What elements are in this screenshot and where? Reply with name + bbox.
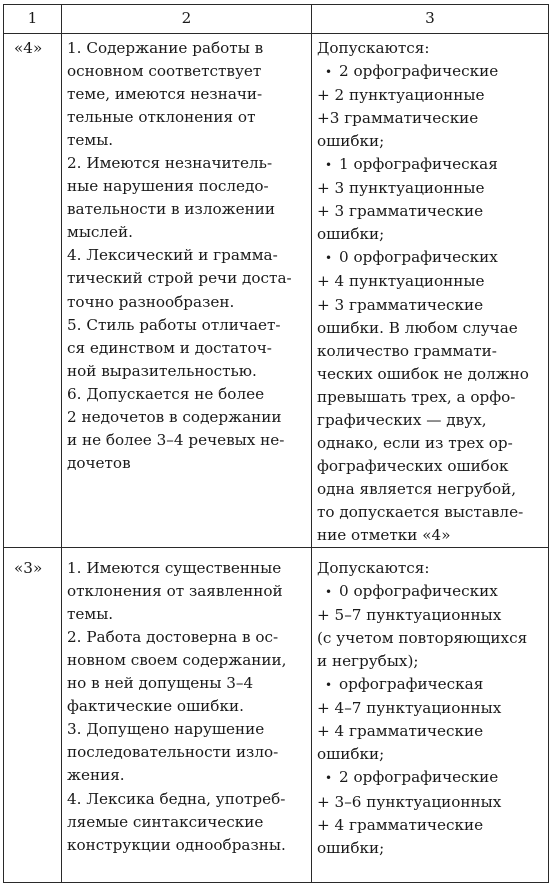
errors-line: то допускается выставле- bbox=[317, 502, 524, 521]
bullet-text: 1 орфографическая bbox=[339, 155, 498, 174]
criteria-line: отклонения от заявленной bbox=[67, 582, 283, 601]
errors-line: + 3 грамматические bbox=[317, 295, 484, 314]
criteria-line: конструкции однообразны. bbox=[67, 835, 286, 854]
bullet-item bbox=[317, 60, 544, 84]
bullet-text: 2 орфографические bbox=[339, 768, 499, 787]
criteria-line: ной выразительностью. bbox=[67, 361, 257, 380]
criteria-line: последовательности изло- bbox=[67, 743, 279, 762]
bullet-text: 0 орфографических bbox=[339, 248, 498, 267]
criteria-line: 1. Имеются существенные bbox=[67, 559, 282, 578]
criteria-line: жения. bbox=[67, 766, 125, 785]
criteria-line: теме, имеются незначи- bbox=[67, 85, 263, 104]
criteria-line: и не более 3–4 речевых не- bbox=[67, 430, 285, 449]
criteria-line: ся единством и достаточ- bbox=[67, 338, 272, 357]
criteria-line: 2. Работа достоверна в ос- bbox=[67, 628, 279, 647]
errors-line: и негрубых); bbox=[317, 652, 419, 671]
grade-cell: «4» bbox=[4, 34, 62, 548]
criteria-line: дочетов bbox=[67, 453, 131, 472]
errors-line: + 4 грамматические bbox=[317, 815, 484, 834]
criteria-cell bbox=[62, 34, 312, 548]
errors-line: ошибки; bbox=[317, 838, 385, 857]
grading-criteria-table bbox=[3, 4, 549, 883]
criteria-line: темы. bbox=[67, 131, 114, 150]
errors-line: Допускаются: bbox=[317, 559, 430, 578]
errors-line: + 3 грамматические bbox=[317, 202, 484, 221]
errors-line: однако, если из трех ор- bbox=[317, 433, 513, 452]
errors-line: (с учетом повторяющихся bbox=[317, 629, 528, 648]
errors-line: +3 грамматические bbox=[317, 109, 479, 128]
criteria-line: 5. Стиль работы отличает- bbox=[67, 315, 281, 334]
errors-line: ошибки. В любом случае bbox=[317, 318, 518, 337]
bullet-icon: • bbox=[325, 158, 333, 173]
errors-line: + 3 пунктуационные bbox=[317, 179, 485, 198]
bullet-icon: • bbox=[325, 65, 333, 80]
criteria-line: точно разнообразен. bbox=[67, 292, 235, 311]
criteria-line: тельные отклонения от bbox=[67, 108, 256, 127]
criteria-line: 2 недочетов в содержании bbox=[67, 407, 282, 426]
bullet-item bbox=[317, 673, 544, 697]
errors-line: ошибки; bbox=[317, 225, 385, 244]
criteria-line: темы. bbox=[67, 605, 114, 624]
errors-line: графических — двух, bbox=[317, 410, 487, 429]
criteria-cell bbox=[62, 548, 312, 883]
bullet-text: 0 орфографических bbox=[339, 582, 498, 601]
errors-line: + 5–7 пунктуационных bbox=[317, 606, 502, 625]
criteria-line: 4. Лексический и грамма- bbox=[67, 246, 278, 265]
table-row bbox=[4, 548, 549, 883]
criteria-line: основном соответствует bbox=[67, 62, 262, 81]
errors-line: ческих ошибок не должно bbox=[317, 364, 529, 383]
bullet-item bbox=[317, 153, 544, 177]
errors-line: фографических ошибок bbox=[317, 456, 509, 475]
errors-line: количество граммати- bbox=[317, 341, 497, 360]
criteria-line: мыслей. bbox=[67, 223, 133, 242]
criteria-line: но в ней допущены 3–4 bbox=[67, 674, 254, 693]
errors-line: Допускаются: bbox=[317, 39, 430, 57]
errors-line: превышать трех, а орфо- bbox=[317, 387, 516, 406]
errors-line: + 3–6 пунктуационных bbox=[317, 792, 502, 811]
criteria-line: ляемые синтаксические bbox=[67, 812, 264, 831]
grade-cell: «3» bbox=[4, 548, 62, 883]
bullet-item bbox=[317, 766, 544, 790]
bullet-icon: • bbox=[325, 585, 333, 600]
errors-line: + 2 пунктуационные bbox=[317, 86, 485, 105]
criteria-line: 3. Допущено нарушение bbox=[67, 720, 265, 739]
criteria-line: 4. Лексика бедна, употреб- bbox=[67, 789, 286, 808]
bullet-icon: • bbox=[325, 771, 333, 786]
bullet-item bbox=[317, 580, 544, 604]
criteria-line: тический строй речи доста- bbox=[67, 269, 292, 288]
errors-cell bbox=[312, 34, 549, 548]
table-row bbox=[4, 34, 549, 548]
criteria-line: фактические ошибки. bbox=[67, 697, 244, 716]
errors-line: + 4 пунктуационные bbox=[317, 272, 485, 291]
criteria-line: 1. Содержание работы в bbox=[67, 39, 264, 57]
criteria-line: новном своем содержании, bbox=[67, 651, 287, 670]
errors-line: одна является негрубой, bbox=[317, 479, 517, 498]
table-header-row bbox=[4, 5, 549, 34]
bullet-text: 2 орфографические bbox=[339, 62, 499, 81]
errors-cell bbox=[312, 548, 549, 883]
errors-line: + 4–7 пунктуационных bbox=[317, 699, 502, 718]
errors-line: + 4 грамматические bbox=[317, 722, 484, 741]
criteria-line: ные нарушения последо- bbox=[67, 177, 269, 196]
bullet-text: орфографическая bbox=[339, 675, 484, 694]
errors-line: ошибки; bbox=[317, 745, 385, 764]
bullet-icon: • bbox=[325, 251, 333, 266]
criteria-line: вательности в изложении bbox=[67, 200, 275, 219]
criteria-line: 2. Имеются незначитель- bbox=[67, 154, 273, 173]
bullet-icon: • bbox=[325, 678, 333, 693]
errors-line: ошибки; bbox=[317, 132, 385, 151]
header-cell-1: 1 bbox=[4, 5, 62, 34]
errors-line: ние отметки «4» bbox=[317, 525, 451, 544]
header-cell-2: 2 bbox=[62, 5, 312, 34]
header-cell-3: 3 bbox=[312, 5, 549, 34]
criteria-line: 6. Допускается не более bbox=[67, 384, 265, 403]
bullet-item bbox=[317, 246, 544, 270]
